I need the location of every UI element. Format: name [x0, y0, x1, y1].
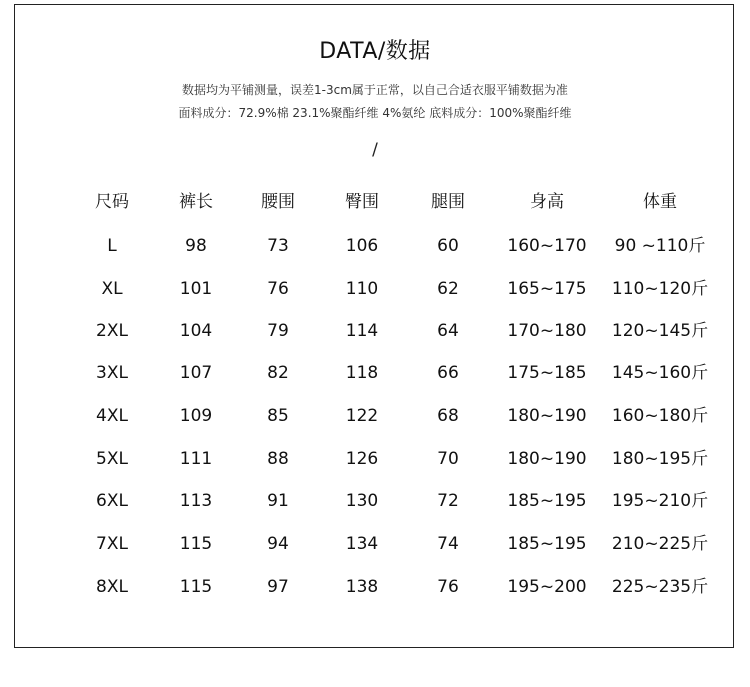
cell-height: 175~185 — [507, 363, 587, 383]
cell-height: 160~170 — [507, 236, 587, 256]
header-height: 身高 — [530, 192, 564, 212]
cell-hip: 106 — [345, 236, 379, 256]
cell-waist: 91 — [267, 491, 289, 511]
cell-height: 170~180 — [507, 321, 587, 341]
cell-hip: 110 — [345, 279, 379, 299]
cell-length: 113 — [179, 491, 213, 511]
cell-waist: 97 — [267, 577, 289, 597]
page-title: DATA/数据 — [319, 39, 431, 64]
header-weight: 体重 — [643, 192, 677, 212]
fabric-composition-note: 面料成分：72.9%棉 23.1%聚酯纤维 4%氨纶 底料成分：100%聚酯纤维 — [178, 106, 572, 120]
cell-size: 3XL — [96, 363, 128, 383]
cell-thigh: 60 — [437, 236, 459, 256]
cell-waist: 94 — [267, 534, 289, 554]
cell-length: 109 — [179, 406, 213, 426]
cell-size: 7XL — [96, 534, 128, 554]
cell-waist: 73 — [267, 236, 289, 256]
cell-thigh: 72 — [437, 491, 459, 511]
cell-weight: 180~195斤 — [611, 449, 709, 469]
cell-thigh: 64 — [437, 321, 459, 341]
cell-hip: 114 — [345, 321, 379, 341]
measurement-note: 数据均为平铺测量，误差1-3cm属于正常，以自己合适衣服平铺数据为准 — [182, 83, 568, 97]
cell-length: 115 — [179, 577, 213, 597]
cell-hip: 118 — [345, 363, 379, 383]
cell-weight: 145~160斤 — [611, 363, 709, 383]
cell-weight: 110~120斤 — [611, 279, 709, 299]
cell-length: 104 — [179, 321, 213, 341]
cell-thigh: 74 — [437, 534, 459, 554]
cell-hip: 126 — [345, 449, 379, 469]
cell-size: 4XL — [96, 406, 128, 426]
cell-thigh: 70 — [437, 449, 459, 469]
cell-length: 98 — [185, 236, 207, 256]
cell-size: 8XL — [96, 577, 128, 597]
cell-hip: 138 — [345, 577, 379, 597]
cell-length: 115 — [179, 534, 213, 554]
cell-hip: 130 — [345, 491, 379, 511]
cell-hip: 134 — [345, 534, 379, 554]
cell-height: 195~200 — [507, 577, 587, 597]
cell-weight: 195~210斤 — [611, 491, 709, 511]
separator-mark: / — [372, 140, 378, 160]
cell-height: 180~190 — [507, 406, 587, 426]
cell-waist: 85 — [267, 406, 289, 426]
cell-weight: 210~225斤 — [611, 534, 709, 554]
header-thigh: 腿围 — [431, 192, 465, 212]
cell-height: 185~195 — [507, 491, 587, 511]
cell-waist: 76 — [267, 279, 289, 299]
cell-thigh: 68 — [437, 406, 459, 426]
cell-size: XL — [101, 279, 123, 299]
cell-size: 6XL — [96, 491, 128, 511]
cell-waist: 88 — [267, 449, 289, 469]
cell-hip: 122 — [345, 406, 379, 426]
cell-size: 2XL — [96, 321, 128, 341]
cell-thigh: 76 — [437, 577, 459, 597]
cell-size: L — [107, 236, 117, 256]
header-hip: 臀围 — [345, 192, 379, 212]
cell-height: 165~175 — [507, 279, 587, 299]
cell-weight: 90 ~110斤 — [614, 236, 706, 256]
cell-thigh: 66 — [437, 363, 459, 383]
header-length: 裤长 — [179, 192, 213, 212]
cell-height: 185~195 — [507, 534, 587, 554]
cell-weight: 120~145斤 — [611, 321, 709, 341]
cell-length: 107 — [179, 363, 213, 383]
cell-weight: 225~235斤 — [611, 577, 709, 597]
cell-length: 111 — [179, 449, 213, 469]
header-waist: 腰围 — [261, 192, 295, 212]
cell-waist: 79 — [267, 321, 289, 341]
cell-length: 101 — [179, 279, 213, 299]
cell-weight: 160~180斤 — [611, 406, 709, 426]
cell-thigh: 62 — [437, 279, 459, 299]
cell-size: 5XL — [96, 449, 128, 469]
cell-height: 180~190 — [507, 449, 587, 469]
cell-waist: 82 — [267, 363, 289, 383]
header-size: 尺码 — [95, 192, 129, 212]
